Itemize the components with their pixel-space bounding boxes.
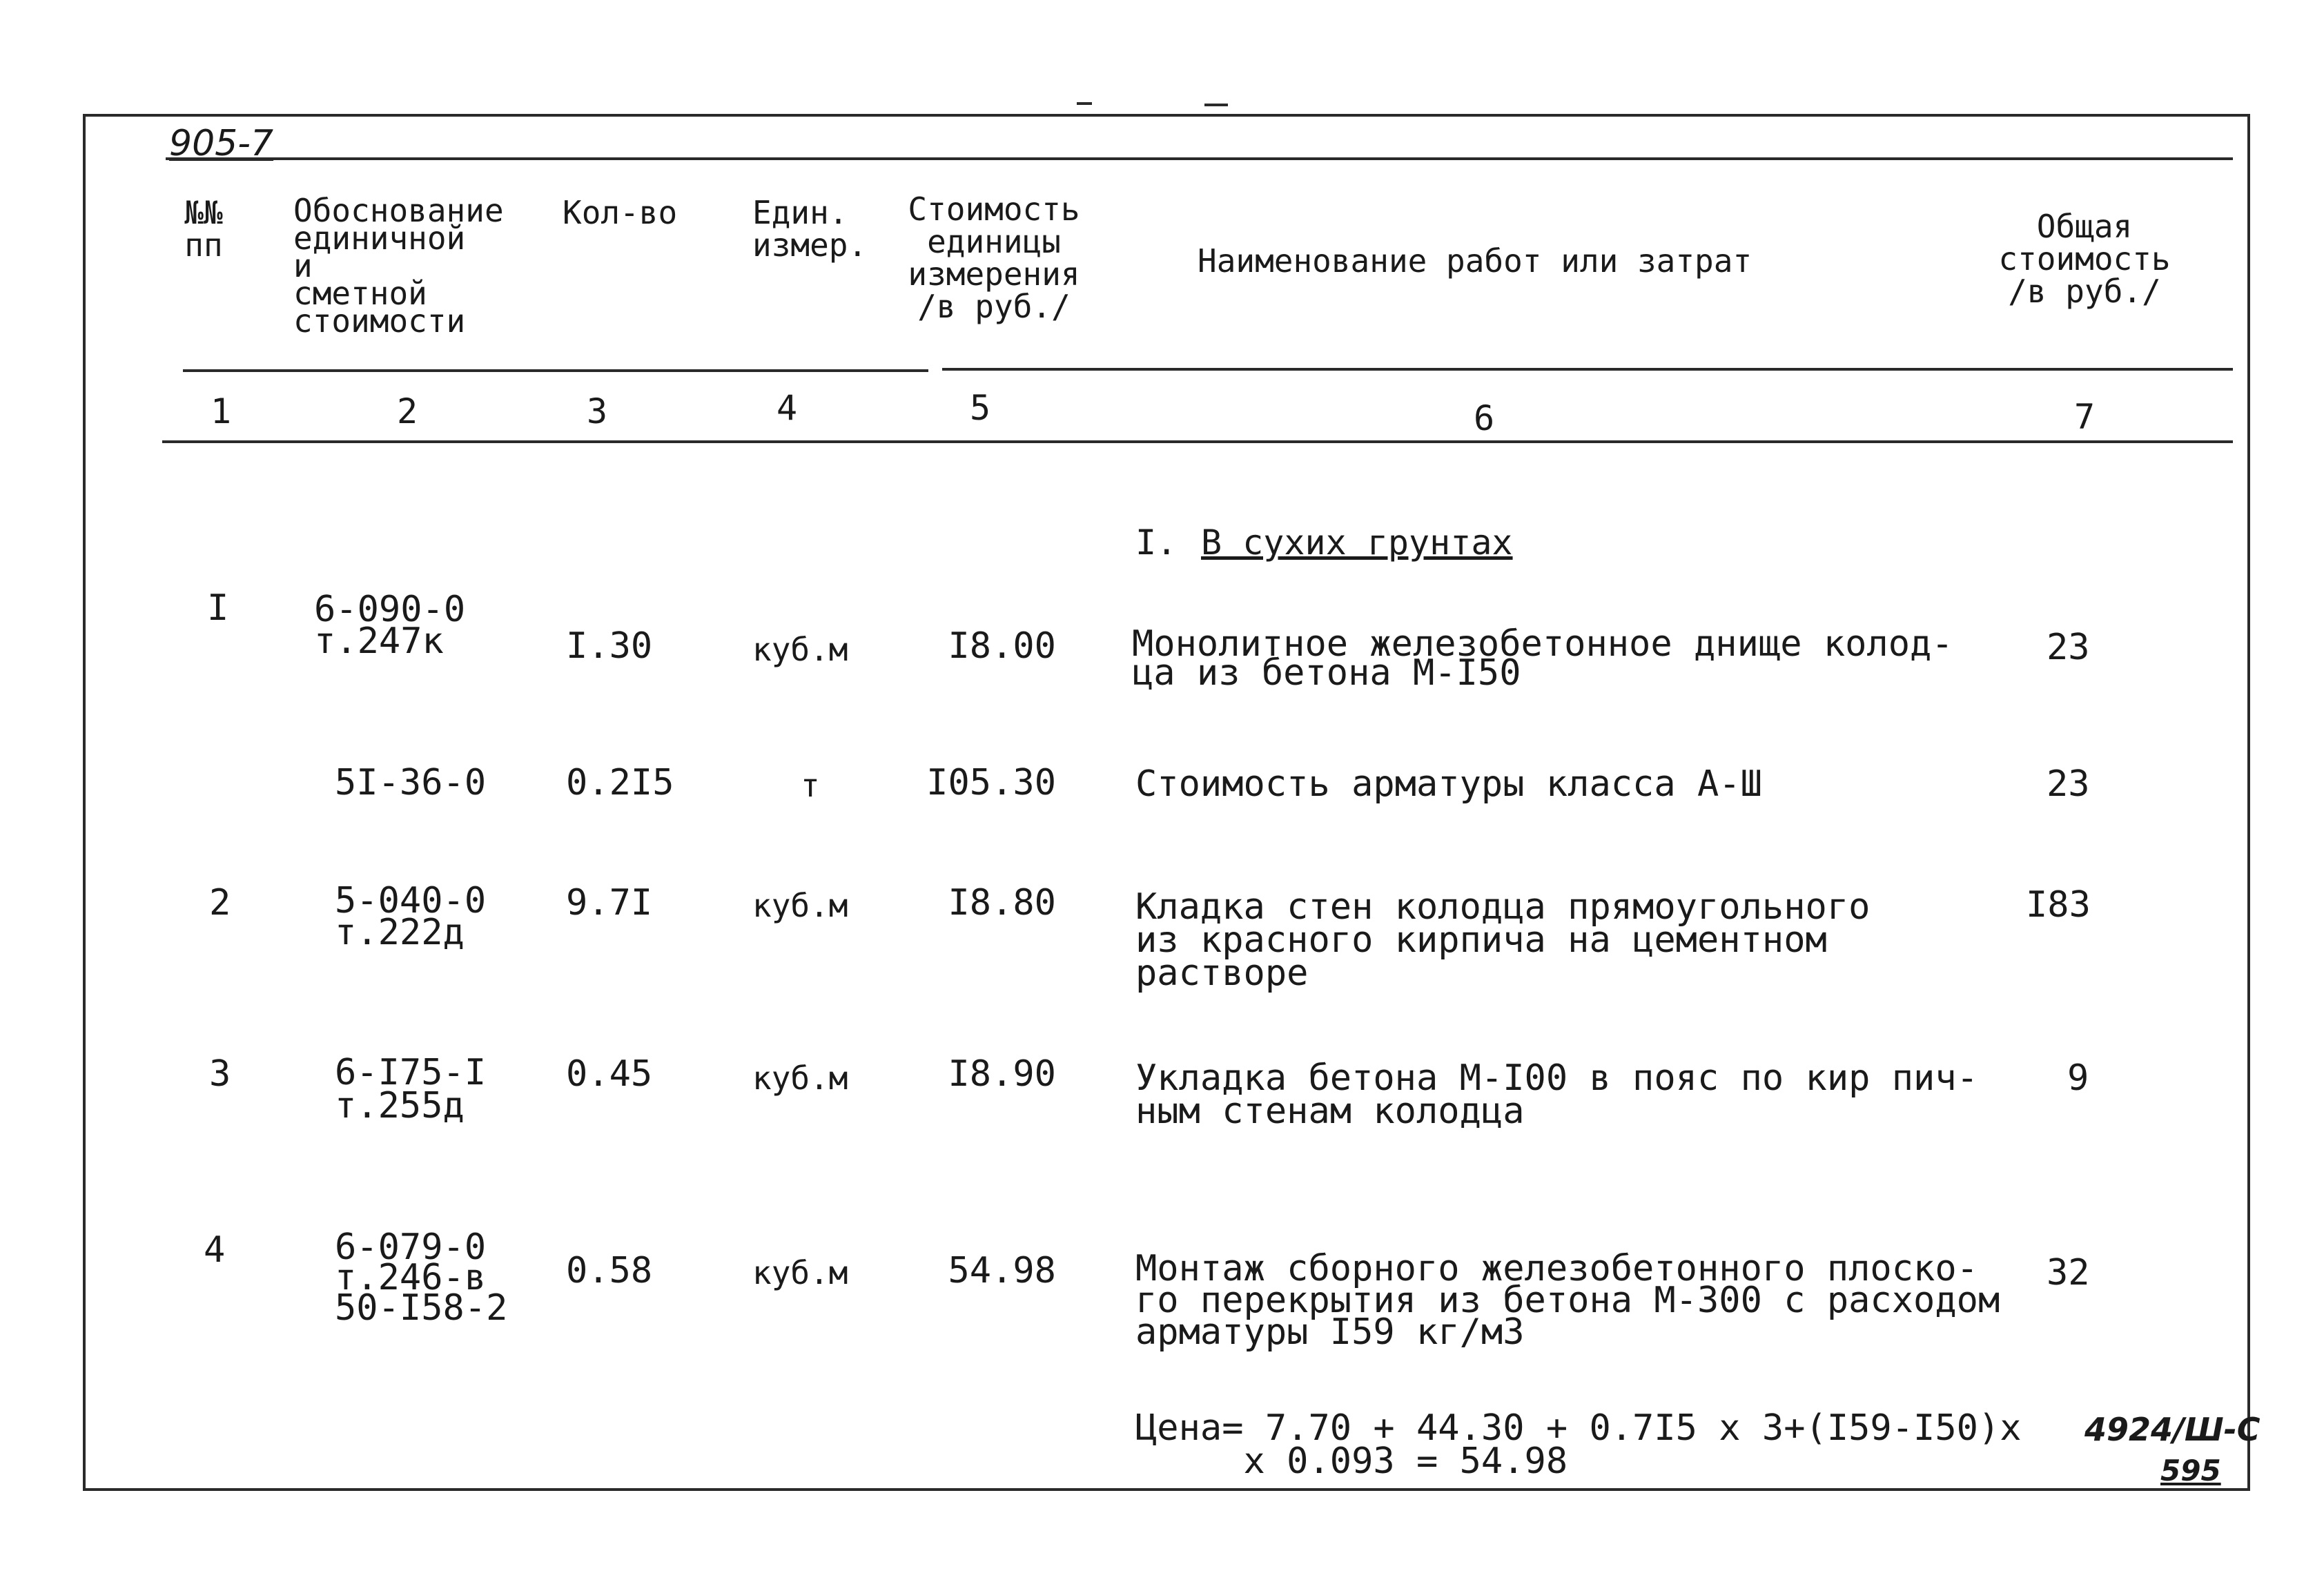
row-1b-unit: т xyxy=(801,767,820,804)
row-4-total: 32 xyxy=(2047,1252,2090,1294)
header-bottom-rule-left xyxy=(183,369,928,372)
row-1b-basis: 5I-36-0 xyxy=(335,762,487,803)
sheet-number: 595 xyxy=(2160,1454,2221,1487)
header-col-work-name: Наименование работ или затрат xyxy=(1198,242,1752,280)
top-mark-right xyxy=(1204,104,1228,106)
row-3-unit: куб.м xyxy=(752,1060,848,1097)
section-title: В сухих грунтах xyxy=(1201,523,1513,563)
column-number-rule xyxy=(162,440,2233,443)
column-number: 7 xyxy=(2073,397,2096,437)
header-col-number: №№ пп xyxy=(184,194,223,264)
row-1b-work-name: Стоимость арматуры класса А-Ш xyxy=(1135,763,1762,805)
header-col-basis: Обоснование единичной и сметной стоимости xyxy=(293,192,504,340)
row-1b-total: 23 xyxy=(2047,763,2090,805)
header-bottom-rule-right xyxy=(942,368,2233,371)
row-4-quantity: 0.58 xyxy=(566,1250,653,1291)
column-number: 1 xyxy=(210,391,232,431)
column-number: 5 xyxy=(969,388,991,428)
header-col-unit-cost: Стоимость единицы измерения /в руб./ xyxy=(908,191,1080,325)
row-3-work-name: Укладка бетона М-I00 в пояс по кир пич- ным стенам колодца xyxy=(1135,1057,1978,1132)
row-2-total: I83 xyxy=(2026,884,2091,926)
row-2-number: 2 xyxy=(209,882,231,924)
row-3-unit-cost: I8.90 xyxy=(948,1053,1056,1095)
row-1-unit: куб.м xyxy=(752,631,848,668)
top-mark-left xyxy=(1077,102,1092,105)
row-4-number: 4 xyxy=(204,1229,226,1271)
header-col-quantity: Кол-во xyxy=(563,194,678,231)
header-top-rule xyxy=(166,157,2233,160)
row-2-unit: куб.м xyxy=(752,887,848,924)
row-4-unit: куб.м xyxy=(752,1254,848,1291)
section-number: I. xyxy=(1135,523,1178,563)
row-3-total: 9 xyxy=(2067,1057,2089,1099)
row-2-work-name: Кладка стен колодца прямоугольного из красного кирпича на цементном растворе xyxy=(1135,886,1871,994)
row-4-basis: 6-079-0 т.246-в 50-I58-2 xyxy=(335,1227,508,1329)
price-formula: Цена= 7.70 + 44.30 + 0.7I5 x 3+(I59-I50)x x 0.093 = 54.98 xyxy=(1135,1407,2022,1482)
row-1-unit-cost: I8.00 xyxy=(948,625,1056,667)
row-1-basis: 6-090-0 т.247к xyxy=(314,589,466,662)
row-4-work-name: Монтаж сборного железобетонного плоско- го перекрытия из бетона М-300 с расходом арматуры I59 кг/м3 xyxy=(1135,1248,2000,1353)
row-2-unit-cost: I8.80 xyxy=(948,882,1056,924)
header-col-total-cost: Общая стоимость /в руб./ xyxy=(1998,208,2171,310)
series-code: 905-7 xyxy=(169,123,274,164)
column-number: 4 xyxy=(776,388,798,428)
column-number: 2 xyxy=(396,391,418,431)
column-number: 6 xyxy=(1473,398,1495,438)
row-2-basis: 5-040-0 т.222д xyxy=(335,880,487,953)
column-number: 3 xyxy=(586,391,608,431)
row-4-unit-cost: 54.98 xyxy=(948,1250,1056,1291)
row-3-number: 3 xyxy=(209,1053,231,1095)
row-3-basis: 6-I75-I т.255д xyxy=(335,1052,487,1126)
header-col-unit: Един. измер. xyxy=(752,194,868,264)
row-1-total: 23 xyxy=(2047,627,2090,668)
stamp-code: 4924/Ш-С xyxy=(2084,1411,2260,1448)
row-1-quantity: I.30 xyxy=(566,625,653,667)
row-1-work-name: Монолитное железобетонное днище колод- ца из бетона М-I50 xyxy=(1132,623,1953,694)
row-1b-quantity: 0.2I5 xyxy=(566,762,674,803)
row-2-quantity: 9.7I xyxy=(566,882,653,924)
row-3-quantity: 0.45 xyxy=(566,1053,653,1095)
row-1-number: I xyxy=(207,587,229,629)
row-1b-unit-cost: I05.30 xyxy=(926,762,1056,803)
